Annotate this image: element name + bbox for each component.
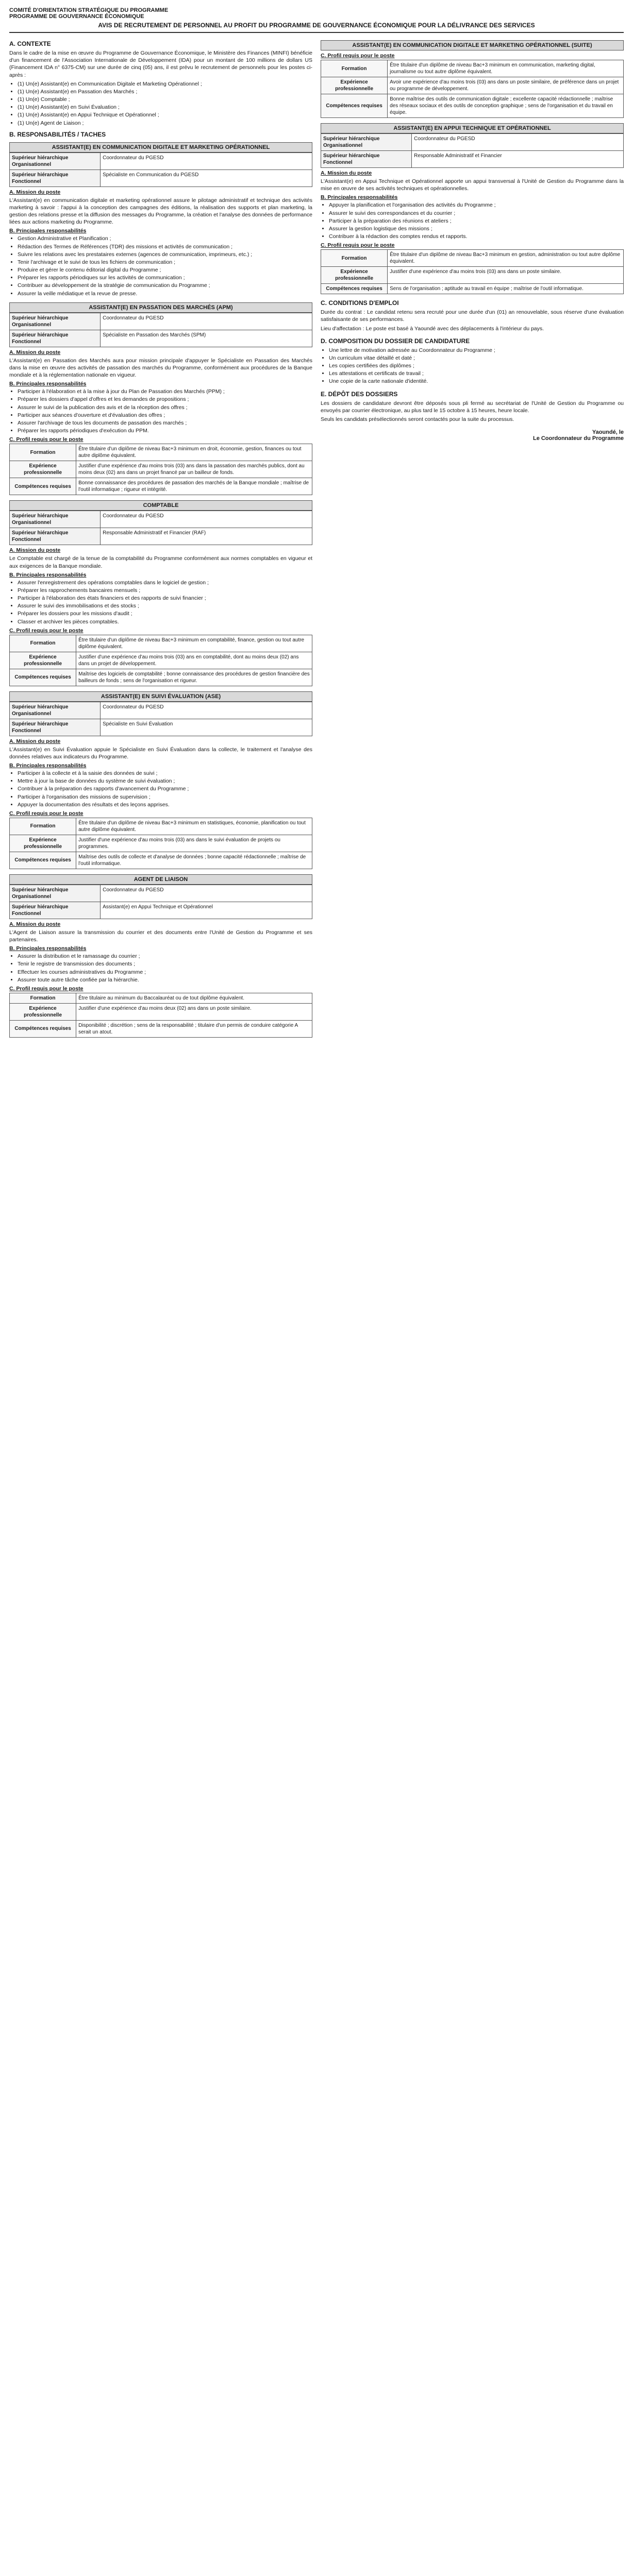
profile-value: Sens de l'organisation ; aptitude au travail en équipe ; maîtrise de l'outil informatique. [388,284,624,294]
post-list-item: • (1) Un(e) Assistant(e) en Appui Technique et Opérationnel ; [18,111,312,118]
profile-title: C. Profil requis pour le poste [321,53,395,59]
application-file-item: • Une lettre de motivation adressée au Coordonnateur du Programme ; [329,347,624,354]
profile-label: Compétences requises [10,1020,76,1037]
task-item: • Assurer la veille médiatique et la revue de presse. [18,290,312,297]
application-file-list [329,347,624,385]
conditions-heading: C. CONDITIONS D'EMPLOI [321,299,399,307]
profile-table [9,444,312,495]
hierarchy-table [9,702,312,736]
profile-value: Être titulaire au minimum du Baccalauréat ou de tout diplôme équivalent. [76,993,312,1003]
row-value: Spécialiste en Communication du PGESD [101,170,312,187]
hierarchy-table [9,885,312,919]
task-item: • Assurer le suivi de la publication des avis et de la réception des offres ; [18,404,312,411]
profile-value: Être titulaire d'un diplôme de niveau Bac+3 minimum en communication, marketing digital, journalisme ou tout autre diplôme équivalent. [388,60,624,77]
profile-label: Formation [10,635,76,652]
task-item: • Assurer l'enregistrement des opérations comptables dans le logiciel de gestion ; [18,579,312,586]
submission-heading: E. DÉPÔT DES DOSSIERS [321,390,398,398]
task-item: • Contribuer à la rédaction des comptes rendus et rapports. [329,233,624,240]
hierarchy-table [9,511,312,545]
post-banner: ASSISTANT(E) EN SUIVI ÉVALUATION (ASE) [9,691,312,702]
profile-label: Expérience professionnelle [10,1003,76,1020]
profile-label: Expérience professionnelle [321,267,388,284]
row-label: Supérieur hiérarchique Fonctionnel [10,170,101,187]
mission-text: L'Assistant(e) en Passation des Marchés aura pour mission principale d'appuyer le Spécialiste en Passation des Marchés dans la mise en œuvre des activités de passation des marchés du Programme, conformément aux procédures de la Banque mondiale et à la réglementation nationale en vigueur. [9,357,312,379]
post-list-item: • (1) Un(e) Comptable ; [18,96,312,103]
post-list-item: • (1) Un(e) Agent de Liaison ; [18,120,312,127]
document-title: AVIS DE RECRUTEMENT DE PERSONNEL AU PROFIT DU PROGRAMME DE GOUVERNANCE ÉCONOMIQUE POUR LA DÉLIVRANCE DES SERVICES [98,22,535,29]
task-item: • Suivre les relations avec les prestataires externes (agences de communication, imprimeurs, etc.) ; [18,251,312,258]
profile-label: Compétences requises [10,669,76,686]
mission-title: A. Mission du poste [321,170,372,176]
profile-table [9,993,312,1038]
tasks-title: B. Principales responsabilités [9,228,87,234]
task-item: • Participer à la collecte et à la saisie des données de suivi ; [18,770,312,777]
profile-value: Être titulaire d'un diplôme de niveau Bac+3 minimum en droit, économie, gestion, finances ou tout autre diplôme équivalent. [76,444,312,461]
profile-title: C. Profil requis pour le poste [321,242,395,249]
left-column [9,36,312,1043]
profile-label: Compétences requises [10,852,76,869]
post-banner: ASSISTANT(E) EN COMMUNICATION DIGITALE ET MARKETING OPÉRATIONNEL (SUITE) [321,40,624,50]
row-value: Coordonnateur du PGESD [101,885,312,902]
context-paragraph: Dans le cadre de la mise en œuvre du Programme de Gouvernance Économique, le Ministère des Finances (MINFI) bénéficie d'un financement de l'Association Internationale de Développement (IDA) pour un montant de 100 millions de dollars US (Financement IDA n° 6375-CM) sur une durée de cinq (05) ans, il est prévu le recrutement de personnels pour les postes ci-après : [9,50,312,78]
profile-label: Compétences requises [321,94,388,118]
post-banner: ASSISTANT(E) EN APPUI TECHNIQUE ET OPÉRATIONNEL [321,123,624,133]
task-item: • Participer aux séances d'ouverture et d'évaluation des offres ; [18,412,312,419]
task-item: • Préparer les rapports périodiques sur les activités de communication ; [18,274,312,281]
task-item: • Contribuer à la préparation des rapports d'avancement du Programme ; [18,785,312,792]
profile-title: C. Profil requis pour le poste [9,436,84,443]
profile-table [321,60,624,118]
task-item: • Préparer les dossiers pour les missions d'audit ; [18,610,312,617]
row-label: Supérieur hiérarchique Organisationnel [10,702,101,719]
conditions-paragraph: Durée du contrat : Le candidat retenu sera recruté pour une durée d'un (01) an renouvelable, sous réserve d'une évaluation satisfaisante de ses performances. [321,309,624,323]
profile-value: Bonne maîtrise des outils de communication digitale ; excellente capacité rédactionnelle ; maîtrise des réseaux sociaux et des outils de conception graphique ; sens de l'organisation et du travail en équipe. [388,94,624,118]
conditions-section [321,299,624,332]
mission-text: L'Assistant(e) en Suivi Évaluation appuie le Spécialiste en Suivi Évaluation dans la collecte, le traitement et l'analyse des données relatives aux indicateurs du Programme. [9,746,312,760]
task-item: • Préparer les rapports périodiques d'exécution du PPM. [18,427,312,434]
document-header [9,7,624,33]
profile-table [321,249,624,294]
task-item: • Participer à l'organisation des missions de supervision ; [18,793,312,801]
mission-title: A. Mission du poste [9,189,61,195]
mission-text: L'Assistant(e) en communication digitale et marketing opérationnel assure le pilotage administratif et technique des activités marketing à savoir : l'appui à la conception des campagnes des éditions, la réalisation des supports et plan marketing, la gestion des relations presse et la diffusion des messages du Programme, la création et l'analyse des données de performance liées aux actions marketing du Programme. [9,197,312,226]
task-item: • Assurer le suivi des correspondances et du courrier ; [329,210,624,217]
post-list-item: • (1) Un(e) Assistant(e) en Communication Digitale et Marketing Opérationnel ; [18,80,312,88]
signature-block [321,429,624,442]
row-value: Responsable Administratif et Financier (RAF) [101,528,312,545]
right-column [321,36,624,1043]
signature-place-date: Yaoundé, le [592,429,624,436]
task-item: • Assurer la distribution et le ramassage du courrier ; [18,953,312,960]
post-banner: COMPTABLE [9,500,312,511]
submission-paragraph: Seuls les candidats présélectionnés seront contactés pour la suite du processus. [321,416,514,422]
post-list-item: • (1) Un(e) Assistant(e) en Suivi Évaluation ; [18,104,312,111]
profile-value: Avoir une expérience d'au moins trois (03) ans dans un poste similaire, de préférence dans un projet ou programme de développement. [388,77,624,94]
post-accountant [9,500,312,686]
profile-label: Expérience professionnelle [10,835,76,852]
profile-value: Être titulaire d'un diplôme de niveau Bac+3 minimum en comptabilité, finance, gestion ou tout autre diplôme équivalent. [76,635,312,652]
row-value: Coordonnateur du PGESD [101,152,312,170]
tasks-list [329,201,624,240]
profile-table [9,635,312,686]
tasks-list [18,579,312,625]
row-label: Supérieur hiérarchique Fonctionnel [10,902,101,919]
task-item: • Gestion Administrative et Planification ; [18,235,312,242]
post-list [18,80,312,127]
profile-label: Formation [321,250,388,267]
profile-value: Bonne connaissance des procédures de passation des marchés de la Banque mondiale ; maîtrise de l'outil informatique ; rigueur et intégrité. [76,478,312,495]
row-label: Supérieur hiérarchique Fonctionnel [10,719,101,736]
application-file-section [321,337,624,385]
task-item: • Tenir le registre de transmission des documents ; [18,960,312,968]
row-label: Supérieur hiérarchique Fonctionnel [321,151,412,168]
profile-value: Justifier d'une expérience d'au moins trois (03) ans en comptabilité, dont au moins deux (02) ans dans un projet de développement. [76,652,312,669]
application-file-item: • Les attestations et certificats de travail ; [329,370,624,377]
tasks-title: B. Principales responsabilités [9,945,87,952]
mission-title: A. Mission du poste [9,738,61,744]
mission-text: Le Comptable est chargé de la tenue de la comptabilité du Programme conformément aux normes comptables en vigueur et aux exigences de la Banque mondiale. [9,555,312,569]
hierarchy-table [9,152,312,187]
task-item: • Contribuer au développement de la stratégie de communication du Programme ; [18,282,312,289]
post-banner: ASSISTANT(E) EN PASSATION DES MARCHÉS (APM) [9,302,312,313]
profile-table [9,818,312,869]
conditions-paragraph: Lieu d'affectation : Le poste est basé à Yaoundé avec des déplacements à l'intérieur du pays. [321,325,544,332]
row-value: Coordonnateur du PGESD [101,511,312,528]
post-communication [9,142,312,297]
task-item: • Appuyer la documentation des résultats et des leçons apprises. [18,801,312,808]
task-item: • Participer à l'élaboration et à la mise à jour du Plan de Passation des Marchés (PPM) ; [18,388,312,395]
application-file-heading: D. COMPOSITION DU DOSSIER DE CANDIDATURE [321,337,470,345]
profile-value: Être titulaire d'un diplôme de niveau Bac+3 minimum en statistiques, économie, planification ou tout autre diplôme équivalent. [76,818,312,835]
row-label: Supérieur hiérarchique Organisationnel [10,313,101,330]
profile-value: Maîtrise des outils de collecte et d'analyse de données ; bonne capacité rédactionnelle ; maîtrise de l'outil informatique. [76,852,312,869]
tasks-title: B. Principales responsabilités [321,194,398,201]
task-item: • Préparer les dossiers d'appel d'offres et les demandes de propositions ; [18,396,312,403]
row-label: Supérieur hiérarchique Fonctionnel [10,330,101,347]
profile-title: C. Profil requis pour le poste [9,810,84,817]
profile-label: Compétences requises [10,478,76,495]
tasks-list [18,953,312,984]
responsibilities-heading: B. RESPONSABILITÉS / TACHES [9,130,106,138]
application-file-item: • Un curriculum vitae détaillé et daté ; [329,354,624,362]
row-value: Coordonnateur du PGESD [101,702,312,719]
row-value: Spécialiste en Suivi Évaluation [101,719,312,736]
row-value: Coordonnateur du PGESD [412,134,624,151]
post-banner: ASSISTANT(E) EN COMMUNICATION DIGITALE ET MARKETING OPÉRATIONNEL [9,142,312,152]
row-value: Spécialiste en Passation des Marchés (SPM) [101,330,312,347]
post-procurement [9,302,312,496]
mission-text: L'Agent de Liaison assure la transmission du courrier et des documents entre l'Unité de Gestion du Programme et ses partenaires. [9,929,312,943]
submission-paragraph: Les dossiers de candidature devront être déposés sous pli fermé au secrétariat de l'Unité de Gestion du Programme ou envoyés par courrier électronique, au plus tard le 15 octobre à 15 heures, heure locale. [321,400,624,414]
task-item: • Rédaction des Termes de Références (TDR) des missions et activités de communication ; [18,243,312,250]
task-item: • Effectuer les courses administratives du Programme ; [18,969,312,976]
application-file-item: • Les copies certifiées des diplômes ; [329,362,624,369]
profile-label: Formation [10,993,76,1003]
profile-label: Formation [10,818,76,835]
profile-value: Maîtrise des logiciels de comptabilité ; bonne connaissance des procédures de gestion financière des bailleurs de fonds ; sens de l'organisation et rigueur. [76,669,312,686]
tasks-list [18,770,312,808]
tasks-title: B. Principales responsabilités [9,571,87,578]
submission-section [321,391,624,423]
task-item: • Participer à l'élaboration des états financiers et des rapports de suivi financier ; [18,595,312,602]
task-item: • Mettre à jour la base de données du système de suivi évaluation ; [18,777,312,785]
task-item: • Assurer le suivi des immobilisations et des stocks ; [18,602,312,609]
profile-value: Justifier d'une expérience d'au moins trois (03) ans dans un poste similaire. [388,267,624,284]
row-label: Supérieur hiérarchique Organisationnel [10,885,101,902]
profile-label: Expérience professionnelle [321,77,388,94]
profile-value: Être titulaire d'un diplôme de niveau Bac+3 minimum en gestion, administration ou tout autre diplôme équivalent. [388,250,624,267]
task-item: • Classer et archiver les pièces comptables. [18,618,312,625]
profile-value: Justifier d'une expérience d'au moins trois (03) ans dans la passation des marchés publics, dont au moins deux (02) ans dans un projet financé par un bailleur de fonds. [76,461,312,478]
row-value: Coordonnateur du PGESD [101,313,312,330]
profile-value: Justifier d'une expérience d'au moins deux (02) ans dans un poste similaire. [76,1003,312,1020]
task-item: • Produire et gérer le contenu éditorial digital du Programme ; [18,266,312,274]
profile-label: Expérience professionnelle [10,652,76,669]
tasks-list [18,235,312,297]
row-value: Responsable Administratif et Financier [412,151,624,168]
hierarchy-table [321,133,624,168]
row-label: Supérieur hiérarchique Organisationnel [10,511,101,528]
profile-title: C. Profil requis pour le poste [9,627,84,634]
mission-title: A. Mission du poste [9,547,61,554]
row-value: Assistant(e) en Appui Technique et Opérationnel [101,902,312,919]
task-item: • Assurer l'archivage de tous les documents de passation des marchés ; [18,419,312,427]
profile-value: Justifier d'une expérience d'au moins trois (03) ans dans le suivi évaluation de projets ou programmes. [76,835,312,852]
post-technical-support [321,123,624,294]
row-label: Supérieur hiérarchique Fonctionnel [10,528,101,545]
post-banner: AGENT DE LIAISON [9,874,312,885]
tasks-title: B. Principales responsabilités [9,762,87,769]
task-item: • Participer à la préparation des réunions et ateliers ; [329,217,624,225]
application-file-item: • Une copie de la carte nationale d'identité. [329,378,624,385]
header-line-1: COMITÉ D'ORIENTATION STRATÉGIQUE DU PROGRAMME [9,7,169,13]
context-heading: A. CONTEXTE [9,40,51,47]
hierarchy-table [9,313,312,347]
profile-value: Disponibilité ; discrétion ; sens de la responsabilité ; titulaire d'un permis de conduire catégorie A serait un atout. [76,1020,312,1037]
tasks-title: B. Principales responsabilités [9,381,87,387]
mission-title: A. Mission du poste [9,921,61,927]
task-item: • Assurer la gestion logistique des missions ; [329,225,624,232]
task-item: • Assurer toute autre tâche confiée par la hiérarchie. [18,976,312,984]
two-column-body [9,36,624,1043]
row-label: Supérieur hiérarchique Organisationnel [10,152,101,170]
post-monitoring [9,691,312,869]
profile-label: Formation [321,60,388,77]
task-item: • Appuyer la planification et l'organisation des activités du Programme ; [329,201,624,209]
profile-label: Formation [10,444,76,461]
mission-text: L'Assistant(e) en Appui Technique et Opérationnel apporte un appui transversal à l'Unité de Gestion du Programme dans la mise en œuvre de ses activités techniques et opérationnelles. [321,178,624,192]
profile-label: Compétences requises [321,284,388,294]
task-item: • Tenir l'archivage et le suivi de tous les fichiers de communication ; [18,259,312,266]
profile-label: Expérience professionnelle [10,461,76,478]
post-list-item: • (1) Un(e) Assistant(e) en Passation des Marchés ; [18,88,312,95]
signature-role: Le Coordonnateur du Programme [532,435,624,442]
profile-title: C. Profil requis pour le poste [9,985,84,992]
header-line-2: PROGRAMME DE GOUVERNANCE ÉCONOMIQUE [9,13,144,20]
tasks-list [18,388,312,434]
post-liaison [9,874,312,1038]
task-item: • Préparer les rapprochements bancaires mensuels ; [18,587,312,594]
post-communication-profile [321,40,624,118]
row-label: Supérieur hiérarchique Organisationnel [321,134,412,151]
mission-title: A. Mission du poste [9,349,61,355]
